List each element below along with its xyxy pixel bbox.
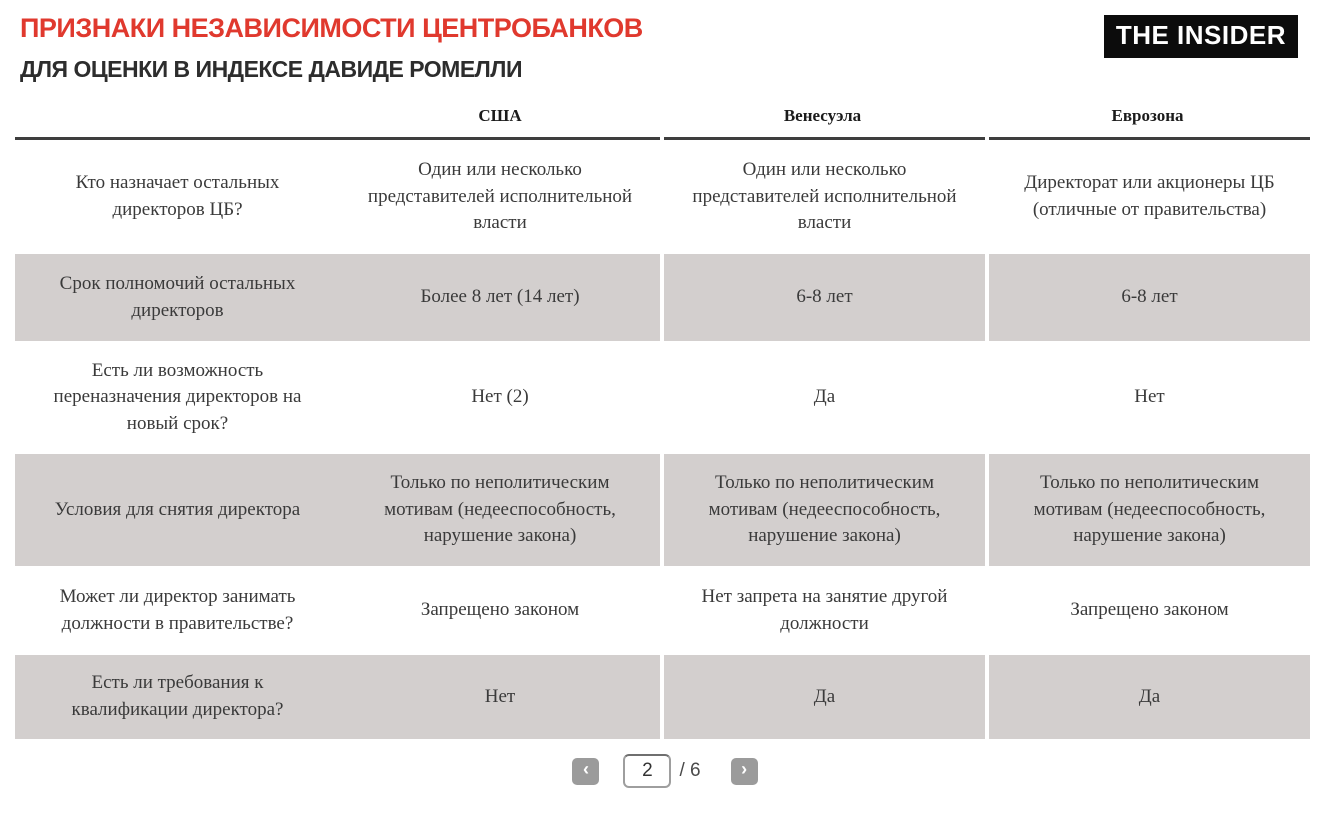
cell-eurozone: Запрещено законом — [985, 566, 1310, 655]
row-label: Кто назначает остальных директоров ЦБ? — [75, 172, 280, 220]
row-label: Срок полномочий остальных директоров — [15, 254, 340, 341]
row-label: Условия для снятия директора — [15, 454, 340, 566]
row-label: Есть ли возможность переназначения директоров на новый срок? — [53, 359, 302, 434]
column-header-eurozone: Еврозона — [1111, 106, 1184, 125]
cell-usa: Нет — [340, 655, 660, 739]
column-header-usa: США — [478, 106, 522, 125]
page-total-label: / 6 — [679, 760, 701, 781]
table-row — [15, 341, 1310, 454]
chevron-left-icon: ‹ — [582, 759, 589, 779]
cell-usa: Один или несколько представителей исполнительной власти — [367, 159, 633, 234]
cell-venezuela: 6-8 лет — [660, 254, 985, 341]
cell-venezuela: Один или несколько представителей исполнительной власти — [660, 140, 985, 254]
cell-eurozone: Да — [985, 655, 1310, 739]
cell-venezuela: Только по неполитическим мотивам (недееспособность, нарушение закона) — [660, 454, 985, 566]
title-block — [20, 13, 643, 81]
next-page-button[interactable] — [731, 758, 758, 785]
column-header-venezuela: Венесуэла — [783, 106, 862, 125]
table-row — [15, 566, 1310, 655]
table-body — [15, 140, 1310, 739]
cell-venezuela: Да — [660, 655, 985, 739]
cell-eurozone: Директорат или акционеры ЦБ (отличные от правительства) — [985, 140, 1310, 254]
table-row — [15, 454, 1310, 566]
table-row — [15, 140, 1310, 254]
chevron-right-icon: › — [741, 759, 748, 779]
comparison-table — [15, 95, 1310, 739]
page-title: ПРИЗНАКИ НЕЗАВИСИМОСТИ ЦЕНТРОБАНКОВ — [20, 13, 643, 43]
pagination — [0, 754, 1330, 788]
column-header-row — [15, 95, 1310, 137]
cell-usa: Нет (2) — [471, 386, 529, 408]
brand-logo: THE INSIDER — [1104, 15, 1298, 58]
cell-usa: Только по неполитическим мотивам (недееспособность, нарушение закона) — [340, 454, 660, 566]
cell-eurozone: Нет — [985, 341, 1310, 454]
header — [0, 0, 1330, 81]
table-row — [15, 254, 1310, 341]
prev-page-button[interactable] — [572, 758, 599, 785]
page-subtitle: ДЛЯ ОЦЕНКИ В ИНДЕКСЕ ДАВИДЕ РОМЕЛЛИ — [20, 56, 522, 82]
table-row — [15, 655, 1310, 739]
column-header-empty — [15, 95, 340, 137]
cell-eurozone: Только по неполитическим мотивам (недееспособность, нарушение закона) — [985, 454, 1310, 566]
page-number-input[interactable] — [623, 754, 671, 788]
cell-usa: Более 8 лет (14 лет) — [340, 254, 660, 341]
cell-venezuela: Нет запрета на занятие другой должности — [660, 566, 985, 655]
cell-venezuela: Да — [660, 341, 985, 454]
cell-usa: Запрещено законом — [420, 599, 580, 621]
cell-eurozone: 6-8 лет — [985, 254, 1310, 341]
row-label: Есть ли требования к квалификации директора? — [15, 655, 340, 739]
row-label: Может ли директор занимать должности в правительстве? — [59, 585, 296, 634]
